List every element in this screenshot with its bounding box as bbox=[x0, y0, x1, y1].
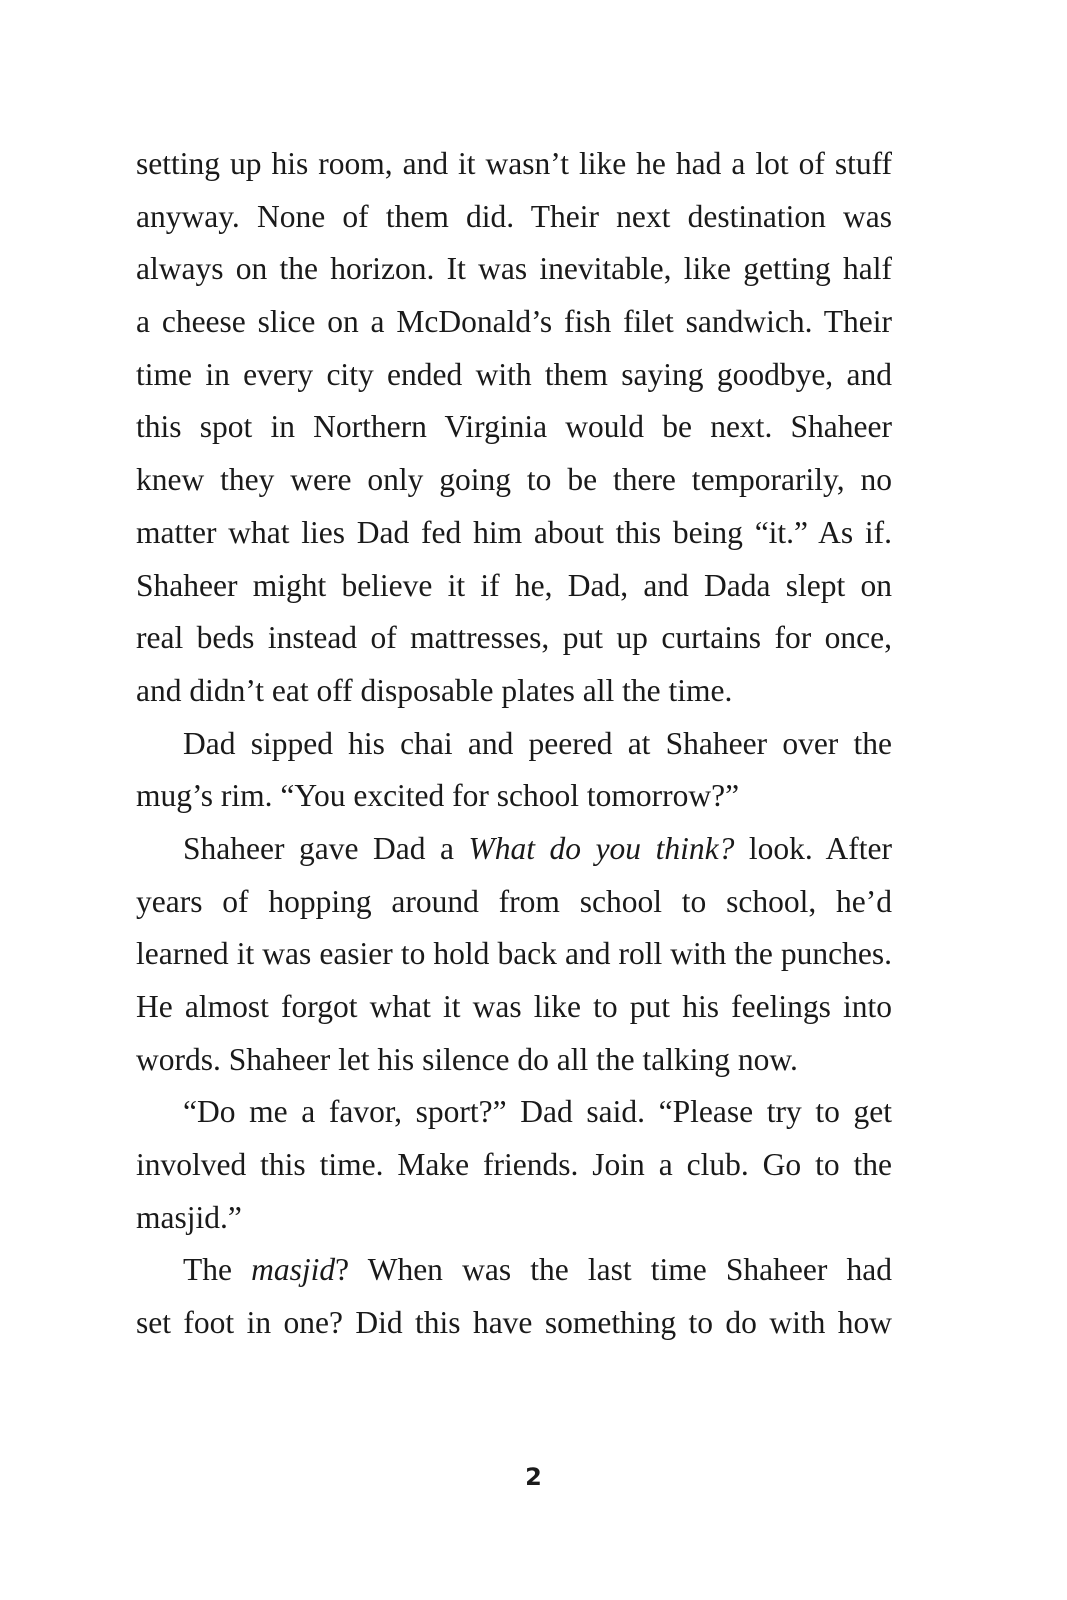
text-line bbox=[136, 665, 892, 718]
text-line bbox=[136, 1034, 892, 1087]
text-line bbox=[136, 560, 892, 613]
text-line bbox=[136, 349, 892, 402]
text-segment: Shaheer gave Dad a bbox=[183, 830, 469, 866]
text-line bbox=[136, 507, 892, 560]
body-text bbox=[136, 138, 892, 1350]
text-segment: words. Shaheer let his silence do all the talking now. bbox=[136, 1041, 798, 1077]
text-line bbox=[136, 770, 892, 823]
text-line bbox=[136, 876, 892, 929]
text-segment: set foot in one? Did this have something to do with how bbox=[136, 1305, 892, 1341]
text-line bbox=[136, 612, 892, 665]
text-line bbox=[136, 1139, 892, 1192]
text-segment: Dad sipped his chai and peered at Shaheer over the bbox=[183, 725, 892, 761]
text-segment: anyway. None of them did. Their next destination was bbox=[136, 198, 892, 234]
text-line bbox=[136, 1297, 892, 1350]
text-line bbox=[136, 823, 892, 876]
text-line bbox=[136, 718, 892, 771]
italic-text-segment: What do you think? bbox=[468, 830, 735, 866]
text-line bbox=[136, 1244, 892, 1297]
text-line bbox=[136, 981, 892, 1034]
text-segment: ? When was the last time Shaheer had bbox=[335, 1252, 892, 1288]
text-segment: knew they were only going to be there temporarily, no bbox=[136, 462, 892, 498]
text-line bbox=[136, 928, 892, 981]
text-line bbox=[136, 401, 892, 454]
text-line bbox=[136, 191, 892, 244]
text-segment: “Do me a favor, sport?” Dad said. “Please try to get bbox=[183, 1094, 892, 1130]
text-segment: real beds instead of mattresses, put up curtains for once, bbox=[136, 620, 892, 656]
text-segment: always on the horizon. It was inevitable, like getting half bbox=[136, 251, 892, 287]
text-segment: The bbox=[183, 1252, 252, 1288]
text-line bbox=[136, 454, 892, 507]
text-segment: Shaheer might believe it if he, Dad, and Dada slept on bbox=[136, 567, 892, 603]
text-line bbox=[136, 1086, 892, 1139]
italic-text-segment: masjid bbox=[251, 1252, 336, 1288]
text-segment: this spot in Northern Virginia would be next. Shaheer bbox=[136, 409, 892, 445]
text-line bbox=[136, 1192, 892, 1245]
text-line bbox=[136, 243, 892, 296]
text-segment: setting up his room, and it wasn’t like he had a lot of stuff bbox=[136, 146, 892, 181]
text-segment: matter what lies Dad fed him about this being “it.” As if. bbox=[136, 514, 892, 550]
text-segment: mug’s rim. “You excited for school tomorrow?” bbox=[136, 778, 740, 814]
text-segment: He almost forgot what it was like to put his feelings into bbox=[136, 989, 892, 1024]
text-line bbox=[136, 296, 892, 349]
text-segment: time in every city ended with them saying goodbye, and bbox=[136, 356, 892, 392]
text-segment: masjid.” bbox=[136, 1199, 242, 1235]
text-segment: learned it was easier to hold back and roll with the punches. bbox=[136, 936, 892, 972]
text-line bbox=[136, 138, 892, 191]
text-segment: a cheese slice on a McDonald’s fish filet sandwich. Their bbox=[136, 304, 892, 340]
page-number: 2 bbox=[525, 1463, 542, 1491]
text-segment: look. After bbox=[734, 830, 892, 866]
text-segment: and didn’t eat off disposable plates all the time. bbox=[136, 672, 733, 708]
text-segment: years of hopping around from school to school, he’d bbox=[136, 883, 892, 919]
text-segment: involved this time. Make friends. Join a club. Go to the bbox=[136, 1147, 892, 1183]
